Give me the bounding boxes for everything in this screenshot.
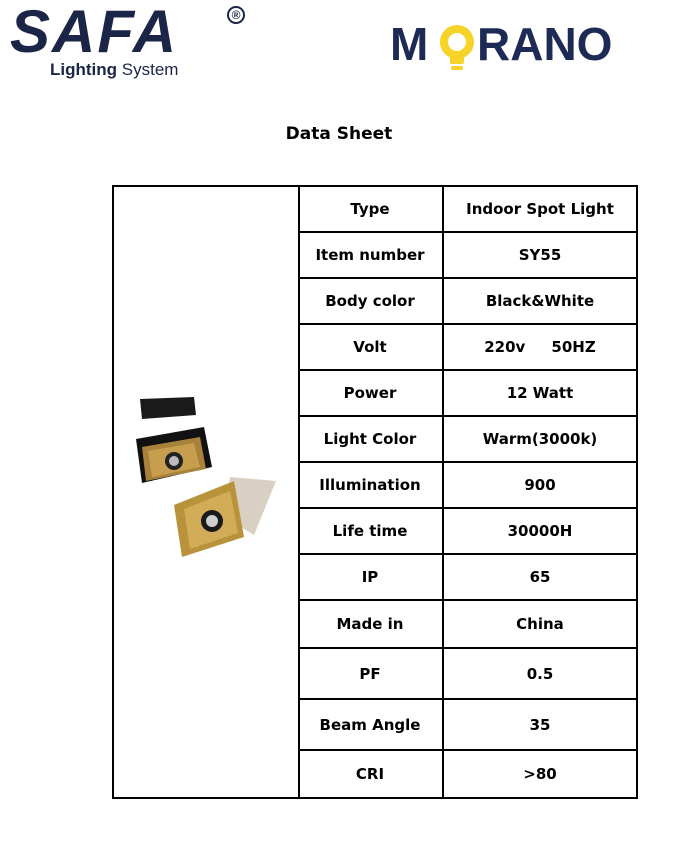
spec-label: Power [298, 371, 444, 415]
safa-brand-text: SAFA [10, 4, 179, 60]
spec-label: PF [298, 649, 444, 698]
spec-value: SY55 [518, 246, 562, 264]
spec-row-illumination [298, 463, 636, 509]
spec-label: Body color [298, 279, 444, 323]
spec-value: Indoor Spot Light [466, 200, 614, 218]
spec-label: Illumination [298, 463, 444, 507]
spec-row-power [298, 371, 636, 417]
page-title: Data Sheet [285, 124, 393, 144]
spec-value: China [516, 615, 564, 633]
spec-label: Type [298, 187, 444, 231]
spec-row-cri [298, 751, 636, 797]
spec-row-type [298, 187, 636, 233]
registered-mark: ® [227, 6, 245, 24]
spec-value: 12 Watt [506, 384, 574, 402]
spec-value: 220v 50HZ [484, 338, 596, 356]
spec-row-volt [298, 325, 636, 371]
svg-text:RANO: RANO [477, 18, 613, 70]
spec-value: Warm(3000k) [482, 430, 598, 448]
morano-brand-text: MORANO [390, 14, 395, 15]
spec-label: IP [298, 555, 444, 599]
spec-label: Beam Angle [298, 700, 444, 749]
safa-wordmark [10, 4, 230, 60]
spec-label: Item number [298, 233, 444, 277]
morano-logo [390, 14, 650, 78]
spec-table [112, 185, 638, 799]
spec-value: >80 [523, 765, 557, 783]
lightbulb-icon [440, 25, 474, 70]
product-image-cell [114, 187, 300, 797]
spec-row-item-number [298, 233, 636, 279]
spec-value: 30000H [507, 522, 573, 540]
product-image [134, 397, 276, 567]
spec-label: CRI [298, 751, 444, 797]
spec-value: 900 [524, 476, 556, 494]
spec-row-pf [298, 649, 636, 700]
spec-row-life-time [298, 509, 636, 555]
morano-wordmark [390, 14, 650, 78]
safa-logo [10, 4, 240, 84]
svg-text:M: M [390, 18, 429, 70]
spec-row-light-color [298, 417, 636, 463]
safa-tagline [50, 60, 178, 80]
spec-label: Life time [298, 509, 444, 553]
spec-value: 0.5 [526, 664, 554, 683]
spec-label: Volt [298, 325, 444, 369]
safa-tagline-bold: Lighting [50, 60, 118, 79]
spec-label: Light Color [298, 417, 444, 461]
spec-row-body-color [298, 279, 636, 325]
spec-row-ip [298, 555, 636, 601]
spec-row-made-in [298, 601, 636, 649]
safa-tagline-rest: System [117, 60, 179, 79]
spec-value: 65 [529, 568, 551, 586]
spec-value: 35 [529, 715, 551, 734]
spec-label: Made in [298, 601, 444, 647]
spec-value: Black&White [485, 292, 595, 310]
spec-row-beam-angle [298, 700, 636, 751]
